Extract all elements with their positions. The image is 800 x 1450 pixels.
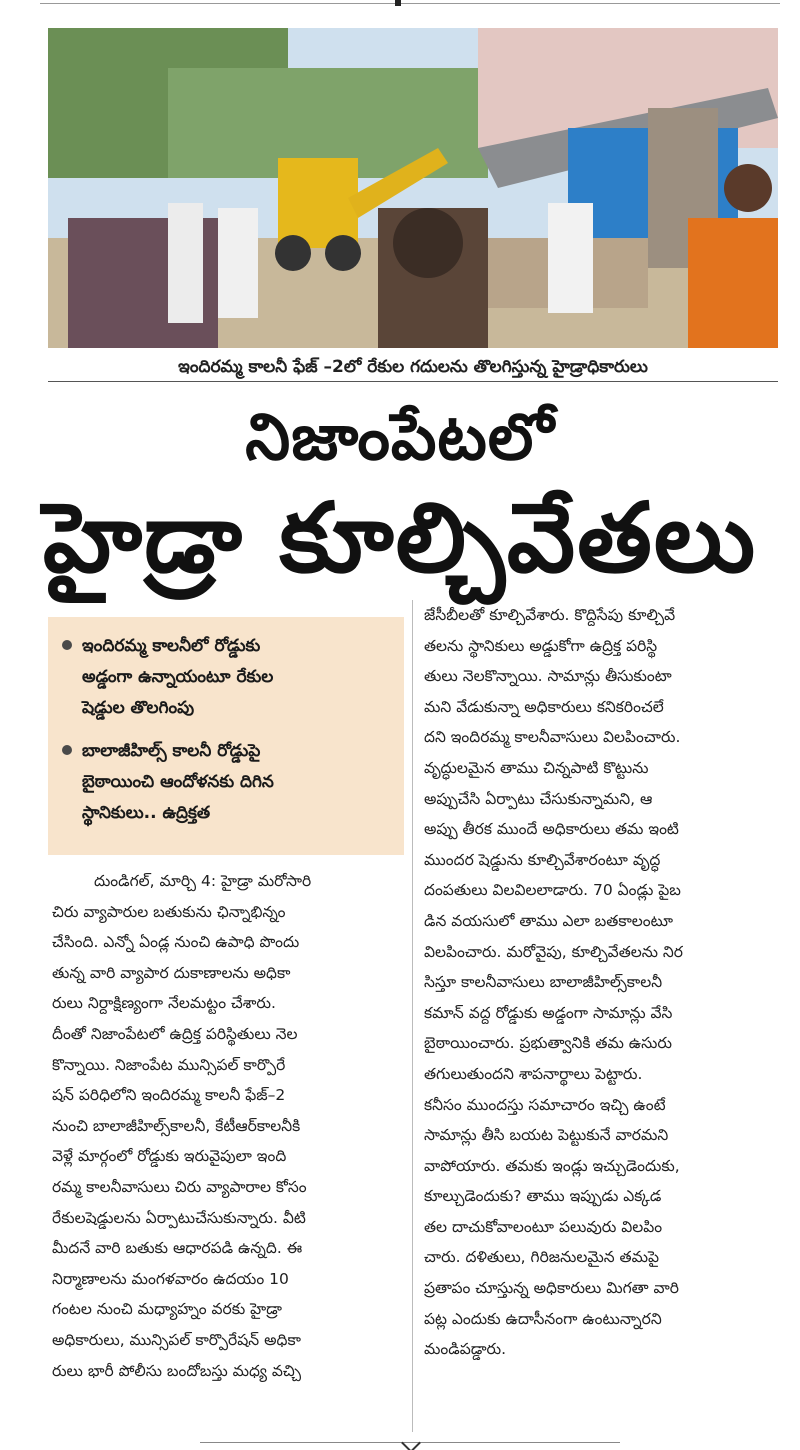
highlight-text-block	[82, 631, 273, 724]
article-line: మండిపడ్డారు.	[424, 1340, 507, 1359]
column-divider	[412, 600, 413, 1432]
demolition-photo-icon	[48, 28, 778, 348]
article-line: ప్రతాపం చూస్తున్న అధికారులు మిగతా వారి	[424, 1279, 679, 1298]
article-line: బైఠాయించారు. ప్రభుత్వానికి తమ ఉసురు	[424, 1034, 672, 1053]
article-line: మీదనే వారి బతుకు ఆధారపడి ఉన్నది. ఈ	[52, 1239, 303, 1258]
highlight-line: ఇందిరమ్మ కాలనీలో రోడ్డుకు	[82, 636, 261, 656]
article-line: తలను స్థానికులు అడ్డుకోగా ఉద్రిక్త పరిస్థి	[424, 636, 658, 655]
article-line: జేసీబీలతో కూల్చివేశారు. కొద్దిసేపు కూల్చివే	[424, 606, 676, 624]
photo-caption: ఇందిరమ్మ కాలనీ ఫేజ్ –2లో రేకుల గదులను తొలగిస్తున్న హైడ్రాధికారులు	[48, 352, 778, 382]
article-line: అప్పు తీరక ముందే అధికారులు తమ ఇంటి	[424, 820, 679, 839]
article-column-right	[424, 600, 786, 1365]
article-line: నిర్మాణాలను మంగళవారం ఉదయం 10	[52, 1269, 289, 1288]
article-line: విలపించారు. మరోవైపు, కూల్చివేతలను నిర	[424, 942, 683, 961]
article-line: అప్పుచేసి ఏర్పాటు చేసుకున్నామని, ఆ	[424, 789, 653, 808]
article-column-left	[52, 866, 402, 1386]
bullet-icon	[62, 745, 72, 755]
highlight-line: షెడ్డుల తొలగింపు	[82, 698, 195, 718]
article-line: డిన వయసులో తాము ఎలా బతకాలంటూ	[424, 911, 673, 930]
highlights-box	[48, 617, 404, 855]
article-line: పట్ల ఎందుకు ఉదాసీనంగా ఉంటున్నారని	[424, 1309, 662, 1328]
chevron-down-icon	[401, 1433, 421, 1450]
highlight-line: బాలాజీహిల్స్ కాలనీ రోడ్డుపై	[82, 741, 261, 761]
article-line: నుంచి బాలాజీహిల్స్‌కాలనీ, కేటీఆర్‌కాలనీకి	[52, 1116, 301, 1135]
article-line: దుండిగల్, మార్చి 4: హైడ్రా మరోసారి	[94, 872, 312, 890]
article-line: సిస్తూ కాలనీవాసులు బాలాజీహిల్స్‌కాలనీ	[424, 973, 663, 992]
article-line: చేసింది. ఎన్నో ఏండ్ల నుంచి ఉపాధి పొందు	[52, 933, 300, 952]
highlight-line: అడ్డంగా ఉన్నాయంటూ రేకుల	[82, 667, 274, 687]
article-line: తగులుతుందని శాపనార్థాలు పెట్టారు.	[424, 1064, 643, 1083]
article-line: కొన్నాయి. నిజాంపేట మున్సిపల్ కార్పొరే	[52, 1055, 286, 1074]
article-line: దీంతో నిజాంపేటలో ఉద్రిక్త పరిస్థితులు నెల	[52, 1024, 298, 1043]
article-line: అధికారులు, మున్సిపల్ కార్పొరేషన్ అధికా	[52, 1330, 301, 1349]
article-line: తులు నెలకొన్నాయి. సామాన్లు తీసుకుంటా	[424, 667, 672, 686]
article-line: చారు. దళితులు, గిరిజనులమైన తమపై	[424, 1248, 660, 1267]
article-line: చిరు వ్యాపారుల బతుకును ఛిన్నాభిన్నం	[52, 902, 286, 921]
article-line: కమాన్ వద్ద రోడ్డుకు అడ్డంగా సామాన్లు వేసి	[424, 1003, 673, 1022]
headline-line-1: నిజాంపేటలో	[245, 401, 555, 475]
article-line: కూల్చుడెందుకు? తాము ఇప్పుడు ఎక్కడ	[424, 1187, 662, 1206]
news-photo	[48, 28, 778, 348]
article-line: వృద్ధులమైన తాము చిన్నపాటి కొట్టును	[424, 758, 649, 777]
article-line: దని ఇందిరమ్మ కాలనీవాసులు విలపించారు.	[424, 728, 681, 747]
bullet-icon	[62, 640, 72, 650]
article-line: కనీసం ముందస్తు సమాచారం ఇచ్చి ఉంటే	[424, 1095, 666, 1114]
highlight-line: స్థానికులు.. ఉద్రిక్తత	[82, 803, 211, 823]
highlight-text-block	[82, 736, 274, 829]
article-line: వాపోయారు. తమకు ఇండ్లు ఇచ్చుడెందుకు,	[424, 1156, 680, 1175]
article-line: సామాన్లు తీసి బయట పెట్టుకునే వారమని	[424, 1126, 669, 1145]
top-marker	[395, 0, 401, 6]
highlight-item	[62, 631, 390, 724]
article-line: ముందర షెడ్డును కూల్చివేశారంటూ వృద్ధ	[424, 850, 661, 869]
highlight-item	[62, 736, 390, 829]
article-line: రులు భారీ పోలీసు బందోబస్తు మధ్య వచ్చి	[52, 1361, 302, 1380]
article-line: రేకులషెడ్డులను ఏర్పాటుచేసుకున్నారు. వీటి	[52, 1208, 306, 1227]
article-line: దంపతులు విలవిలలాడారు. 70 ఏండ్లు పైబ	[424, 881, 681, 900]
article-line: గంటల నుంచి మధ్యాహ్నం వరకు హైడ్రా	[52, 1300, 282, 1319]
article-line: తల దాచుకోవాలంటూ పలువురు విలపిం	[424, 1217, 663, 1236]
article-line: వెళ్లే మార్గంలో రోడ్డుకు ఇరువైపులా ఇంది	[52, 1147, 287, 1166]
article-line: రులు నిర్దాక్షిణ్యంగా నేలమట్టం చేశారు.	[52, 994, 276, 1013]
article-line: రమ్మ కాలనీవాసులు చిరు వ్యాపారాల కోసం	[52, 1177, 307, 1196]
article-line: మని వేడుకున్నా అధికారులు కనికరించలే	[424, 697, 664, 716]
top-rule	[40, 0, 780, 4]
article-line: షన్ పరిధిలోని ఇందిరమ్మ కాలనీ ఫేజ్–2	[52, 1086, 286, 1105]
headline-line-2: హైడ్రా కూల్చివేతలు	[42, 482, 758, 594]
article-line: తున్న వారి వ్యాపార దుకాణాలను అధికా	[52, 963, 291, 982]
highlight-line: బైఠాయించి ఆందోళనకు దిగిన	[82, 772, 274, 792]
